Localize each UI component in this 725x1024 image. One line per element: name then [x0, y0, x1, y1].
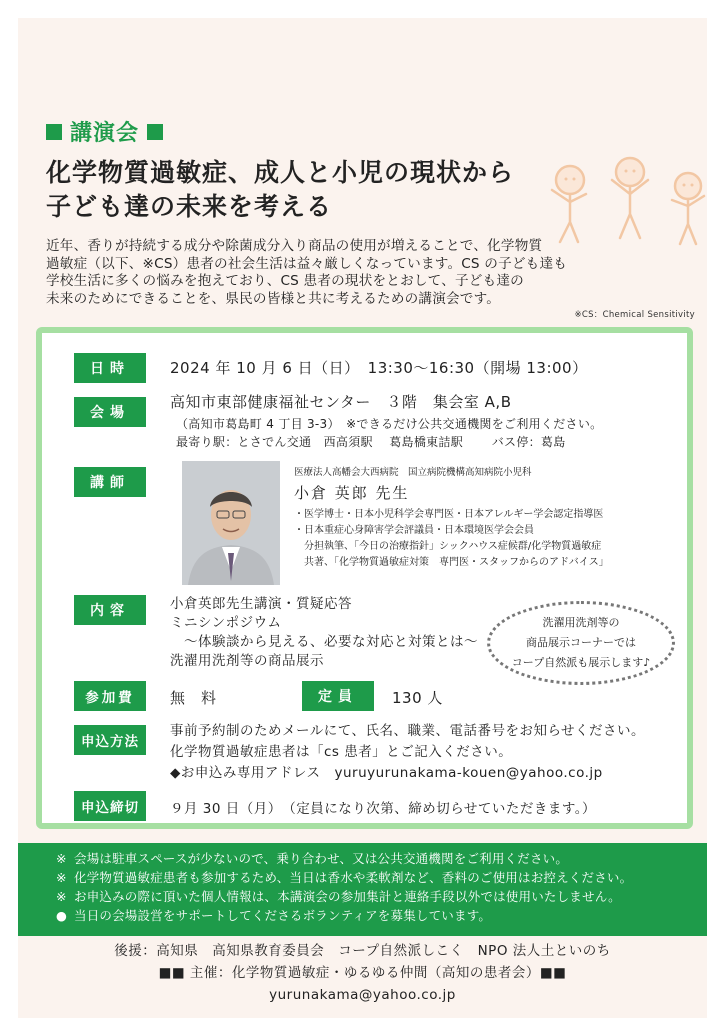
venue-access: 最寄り駅：とさでん交通 西高須駅 葛島橋東詰駅 バス停：葛島 [176, 435, 566, 449]
bubble-line: コープ自然派も展示します♪ [511, 656, 651, 669]
venue-label: 会場 [74, 397, 146, 427]
lecturer-info [294, 465, 609, 571]
intro-line: 学校生活に多くの悩みを抱えており、CS 患者の現状をとおして、子ども達の [46, 273, 524, 289]
fee-label: 参加費 [74, 681, 146, 711]
capacity-value: 130 人 [392, 689, 443, 707]
notice-mark: ※ [56, 889, 67, 904]
title-line-2: 子ども達の未来を考える [46, 192, 333, 221]
green-square-icon [46, 124, 62, 140]
content-item: ミニシンポジウム [170, 615, 282, 631]
notice-text: お申込みの際に頂いた個人情報は、本講演会の参加集計と連絡手段以外では使用いたしません。 [74, 889, 621, 904]
organizer: ■■ 主催：化学物質過敏症・ゆるゆる仲間（高知の患者会）■■ [158, 965, 567, 981]
bubble-line: 商品展示コーナーでは [526, 636, 636, 649]
datetime-value: 2024 年 10 月 6 日（日） 13:30～16:30（開場 13:00） [170, 359, 588, 377]
notice-mark: ※ [56, 870, 67, 885]
apply-line: 事前予約制のためメールにて、氏名、職業、電話番号をお知らせください。 [170, 723, 646, 739]
fee-value: 無 料 [170, 689, 217, 707]
children-illustration [540, 150, 710, 250]
lecturer-credential: 共著、「化学物質過敏症対策 専門医・スタッフからのアドバイス」 [294, 557, 609, 568]
notice-text: 会場は駐車スペースが少ないので、乗り合わせ、又は公共交通機関をご利用ください。 [74, 851, 569, 866]
apply-email-line: ◆お申込み専用アドレス yuruyurunakama-kouen@yahoo.co.jp [170, 765, 603, 781]
lecturer-credential: ・日本重症心身障害学会評議員・日本環境医学会会員 [294, 525, 534, 536]
deadline-value: ９月 30 日（月） （定員になり次第、締め切らせていただきます。） [170, 801, 597, 817]
apply-method-text [170, 721, 645, 784]
notice-item [56, 868, 707, 887]
apply-line: 化学物質過敏症患者は「cs 患者」とご記入ください。 [170, 744, 513, 760]
notice-item [56, 887, 707, 906]
intro-line: 未来のためにできることを、県民の皆様と共に考えるための講演会です。 [46, 290, 501, 307]
supporters: 後援：高知県 高知県教育委員会 コープ自然派しこく NPO 法人土といのち [114, 943, 611, 959]
content-label: 内容 [74, 595, 146, 625]
lecturer-name: 小倉 英郎 先生 [294, 484, 410, 502]
capacity-label: 定員 [302, 681, 374, 711]
event-type-label: 講演会 [70, 121, 140, 146]
content-item: 洗濯用洗剤等の商品展示 [170, 653, 324, 669]
content-list [170, 595, 478, 671]
intro-line: 近年、香りが持続する成分や除菌成分入り商品の使用が増えることで、化学物質 [46, 238, 543, 254]
notice-text: 化学物質過敏症患者も参加するため、当日は香水や柔軟剤など、香料のご使用はお控えください。 [74, 870, 633, 885]
cs-footnote: ※CS：Chemical Sensitivity [574, 310, 695, 320]
notice-mark: ● [56, 908, 68, 923]
lecture-title [46, 156, 514, 224]
event-details-box [36, 327, 693, 829]
bubble-line: 洗濯用洗剤等の [542, 616, 620, 629]
deadline-label: 申込締切 [74, 791, 146, 821]
venue-name: 高知市東部健康福祉センター ３階 集会室 A,B [170, 393, 512, 411]
lecturer-credential: 分担執筆、「今日の治療指針」シックハウス症候群/化学物質過敏症 [294, 541, 602, 552]
title-line-1: 化学物質過敏症、成人と小児の現状から [46, 158, 515, 187]
intro-line: 過敏症（以下、※CS）患者の社会生活は益々厳しくなっています。CS の子ども達も [46, 255, 568, 272]
notice-item [56, 849, 707, 868]
event-type-heading [46, 116, 171, 147]
contact-email: yurunakama@yahoo.co.jp [269, 987, 456, 1003]
venue-address: （高知市葛島町 4 丁目 3-3） ※できるだけ公共交通機関をご利用ください。 [176, 417, 603, 431]
content-item: ～体験談から見える、必要な対応と対策とは～ [170, 634, 478, 650]
green-square-icon [147, 124, 163, 140]
intro-paragraph [46, 238, 694, 308]
lecturer-photo [182, 461, 280, 585]
datetime-label: 日時 [74, 353, 146, 383]
lecturer-affiliation: 医療法人高幡会大西病院 国立病院機構高知病院小児科 [294, 467, 532, 478]
content-item: 小倉英郎先生講演・質疑応答 [170, 596, 352, 612]
exhibit-speech-bubble [487, 601, 675, 685]
footer [0, 940, 725, 1006]
notice-mark: ※ [56, 851, 67, 866]
lecturer-label: 講師 [74, 467, 146, 497]
notice-text: 当日の会場設営をサポートしてくださるボランティアを募集しています。 [74, 908, 492, 923]
notice-bar [18, 843, 707, 936]
apply-method-label: 申込方法 [74, 725, 146, 755]
lecturer-credential: ・医学博士・日本小児科学会専門医・日本アレルギー学会認定指導医 [294, 509, 604, 520]
notice-item [56, 906, 707, 925]
